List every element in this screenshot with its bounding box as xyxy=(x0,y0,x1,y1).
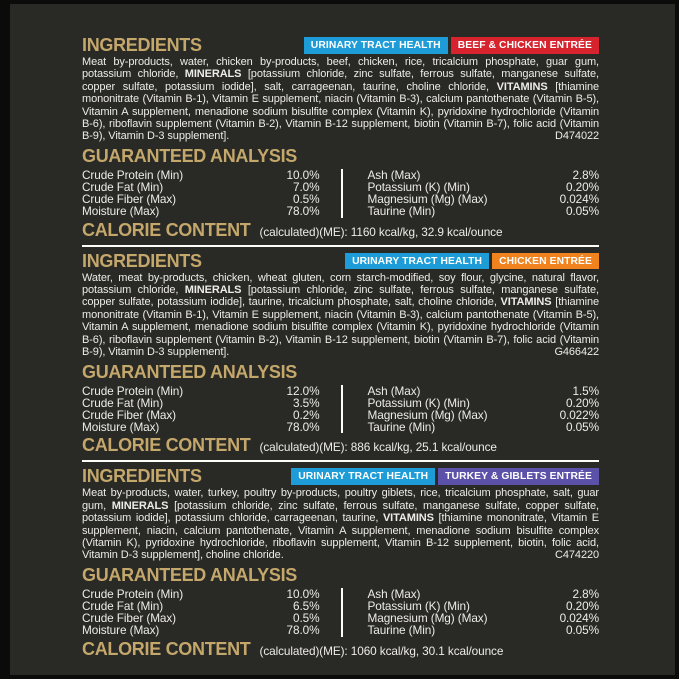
analysis-row xyxy=(368,421,600,433)
analysis-value: 0.5% xyxy=(293,611,320,626)
ingredients-body: Meat by-products, water, chicken by-products, beef, chicken, rice, tricalcium phosphate, guar gum, potassium chloride, MINERALS [potassium chloride, zinc sulfate, ferrous sulfate, manganese sulfate, copper sulfate, potassium iodide], salt, carrageenan, taurine, choline chloride, VITAMINS [thiamine mononitrate (Vitamin B-1), Vitamin E supplement, niacin (Vitamin B-3), calcium pantothenate (Vitamin B-5), Vitamin A supplement, menadione sodium bisulfite complex (Vitamin K), pyridoxine hydrochloride (Vitamin B-6), riboflavin supplement (Vitamin B-2), Vitamin B-12 supplement, biotin (Vitamin B-7), folic acid (Vitamin B-9), Vitamin D-3 supplement]. xyxy=(82,56,599,143)
analysis-label: Crude Fiber (Max) xyxy=(82,192,177,207)
analysis-value: 3.5% xyxy=(293,395,320,410)
urinary-tract-health-badge: URINARY TRACT HEALTH xyxy=(291,468,435,485)
analysis-value: 6.5% xyxy=(293,598,320,613)
analysis-value: 12.0% xyxy=(286,383,320,398)
calorie-content-heading: CALORIE CONTENT xyxy=(82,435,251,456)
analysis-row xyxy=(82,624,320,636)
badge-group xyxy=(345,253,599,270)
urinary-tract-health-badge: URINARY TRACT HEALTH xyxy=(304,37,448,54)
entree-badge: CHICKEN ENTRÉE xyxy=(492,253,599,270)
analysis-value: 0.20% xyxy=(566,180,599,195)
analysis-label: Potassium (K) (Min) xyxy=(367,395,470,410)
analysis-label: Moisture (Max) xyxy=(82,623,160,638)
analysis-value: 78.0% xyxy=(286,623,320,638)
analysis-label: Magnesium (Mg) (Max) xyxy=(367,192,488,207)
label-content xyxy=(10,4,675,658)
urinary-tract-health-badge: URINARY TRACT HEALTH xyxy=(345,253,489,270)
analysis-value: 0.024% xyxy=(559,192,599,207)
calorie-content-heading: CALORIE CONTENT xyxy=(82,219,251,240)
analysis-label: Taurine (Min) xyxy=(367,204,436,219)
analysis-value: 7.0% xyxy=(293,180,320,195)
calorie-content-value: (calculated)(ME): 1060 kcal/kg, 30.1 kcal/ounce xyxy=(259,643,504,658)
ingredients-body: Meat by-products, water, turkey, poultry by-products, poultry giblets, rice, tricalcium phosphate, salt, guar gum, MINERALS [potassium chloride, zinc sulfate, ferrous sulfate, manganese sulfate, copper sulfate, potassium iodide], potassium chloride, carrageenan, taurine, VITAMINS [thiamine mononitrate, Vitamin E supplement, niacin, calcium pantothenate, Vitamin A supplement, menadione sodium bisulfite complex (Vitamin K), pyridoxine hydrochloride, riboflavin supplement, Vitamin B-12 supplement, biotin, folic acid, Vitamin D-3 supplement], choline chloride. xyxy=(82,487,599,562)
ingredients-text xyxy=(82,56,599,143)
calorie-content xyxy=(82,219,599,240)
entree-badge: BEEF & CHICKEN ENTRÉE xyxy=(451,37,599,54)
analysis-right-column xyxy=(341,588,600,637)
calorie-content xyxy=(82,437,599,454)
analysis-label: Crude Fat (Min) xyxy=(82,598,164,613)
ingredients-text xyxy=(82,272,599,359)
analysis-left-column xyxy=(82,588,341,637)
analysis-row xyxy=(368,205,600,217)
section-header xyxy=(82,468,599,485)
analysis-row xyxy=(368,624,600,636)
analysis-row xyxy=(82,205,320,217)
analysis-right-column xyxy=(341,385,600,434)
analysis-label: Ash (Max) xyxy=(367,586,421,601)
analysis-value: 0.05% xyxy=(566,623,599,638)
formula-code: G466422 xyxy=(554,346,599,359)
analysis-label: Moisture (Max) xyxy=(82,420,160,435)
analysis-label: Magnesium (Mg) (Max) xyxy=(367,407,488,422)
analysis-value: 0.20% xyxy=(566,598,599,613)
entree-badge: TURKEY & GIBLETS ENTRÉE xyxy=(438,468,599,485)
analysis-value: 2.8% xyxy=(572,586,599,601)
analysis-value: 0.20% xyxy=(566,395,599,410)
analysis-label: Taurine (Min) xyxy=(367,623,436,638)
calorie-content xyxy=(82,638,599,659)
analysis-label: Ash (Max) xyxy=(367,383,421,398)
analysis-right-column xyxy=(341,169,600,218)
calorie-content-heading: CALORIE CONTENT xyxy=(82,638,251,659)
analysis-label: Magnesium (Mg) (Max) xyxy=(367,611,488,626)
calorie-content-value: (calculated)(ME): 1160 kcal/kg, 32.9 kcal/ounce xyxy=(259,224,503,239)
ingredients-text xyxy=(82,487,599,561)
calorie-content-value: (calculated)(ME): 886 kcal/kg, 25.1 kcal/ounce xyxy=(259,440,497,455)
analysis-label: Potassium (K) (Min) xyxy=(367,598,470,613)
analysis-label: Crude Protein (Min) xyxy=(82,383,184,398)
analysis-value: 2.8% xyxy=(572,167,599,182)
nutrition-label-panel xyxy=(10,4,675,675)
analysis-value: 0.2% xyxy=(293,407,320,422)
analysis-value: 10.0% xyxy=(286,586,320,601)
analysis-left-column xyxy=(82,169,341,218)
analysis-value: 78.0% xyxy=(286,420,320,435)
analysis-label: Crude Fat (Min) xyxy=(82,180,164,195)
ingredients-heading: INGREDIENTS xyxy=(82,35,202,55)
analysis-value: 10.0% xyxy=(286,167,320,182)
analysis-value: 0.022% xyxy=(559,407,599,422)
ingredients-heading: INGREDIENTS xyxy=(82,466,202,487)
guaranteed-analysis-heading: GUARANTEED ANALYSIS xyxy=(82,564,297,585)
analysis-label: Taurine (Min) xyxy=(367,420,436,435)
guaranteed-analysis-table xyxy=(82,385,599,434)
analysis-left-column xyxy=(82,385,341,434)
guaranteed-analysis-table xyxy=(82,169,599,218)
section-divider xyxy=(82,460,599,462)
badge-group xyxy=(304,37,599,54)
analysis-row xyxy=(368,385,600,397)
formula-code: C474220 xyxy=(555,549,599,562)
analysis-value: 0.05% xyxy=(566,420,599,435)
section-divider xyxy=(82,245,599,247)
analysis-row xyxy=(82,385,320,397)
analysis-value: 1.5% xyxy=(572,383,599,398)
section-header xyxy=(82,37,599,54)
analysis-label: Crude Fiber (Max) xyxy=(82,407,177,422)
analysis-label: Crude Protein (Min) xyxy=(82,167,184,182)
guaranteed-analysis-table xyxy=(82,588,599,637)
product-section-turkey-giblets xyxy=(82,468,599,657)
ingredients-heading: INGREDIENTS xyxy=(82,250,202,271)
analysis-label: Crude Protein (Min) xyxy=(82,586,184,601)
formula-code: D474022 xyxy=(555,130,599,143)
analysis-row xyxy=(82,421,320,433)
badge-group xyxy=(291,468,599,485)
analysis-label: Moisture (Max) xyxy=(82,204,160,219)
analysis-value: 0.024% xyxy=(559,611,599,626)
product-section-chicken xyxy=(82,250,599,463)
analysis-label: Crude Fiber (Max) xyxy=(82,611,177,626)
analysis-label: Ash (Max) xyxy=(367,167,421,182)
analysis-label: Potassium (K) (Min) xyxy=(367,180,470,195)
guaranteed-analysis-heading: GUARANTEED ANALYSIS xyxy=(82,361,297,382)
analysis-value: 78.0% xyxy=(286,204,320,219)
analysis-label: Crude Fat (Min) xyxy=(82,395,164,410)
guaranteed-analysis-heading: GUARANTEED ANALYSIS xyxy=(82,145,297,166)
product-section-beef-chicken xyxy=(82,37,599,247)
ingredients-body: Water, meat by-products, chicken, wheat gluten, corn starch-modified, soy flour, glycine, natural flavor, potassium chloride, MINERALS [potassium chloride, zinc sulfate, ferrous sulfate, manganese sulfate, copper sulfate, potassium iodide], taurine, tricalcium phosphate, salt, choline chloride, VITAMINS [thiamine mononitrate (Vitamin B-1), Vitamin E supplement, niacin (Vitamin B-3), calcium pantothenate (Vitamin B-5), Vitamin A supplement, menadione sodium bisulfite complex (Vitamin K), pyridoxine hydrochloride (Vitamin B-6), riboflavin supplement (Vitamin B-2), Vitamin B-12 supplement, biotin (Vitamin B-7), folic acid (Vitamin B-9), Vitamin D-3 supplement]. xyxy=(82,271,599,359)
section-header xyxy=(82,250,599,271)
analysis-value: 0.5% xyxy=(293,192,320,207)
analysis-value: 0.05% xyxy=(566,204,599,219)
